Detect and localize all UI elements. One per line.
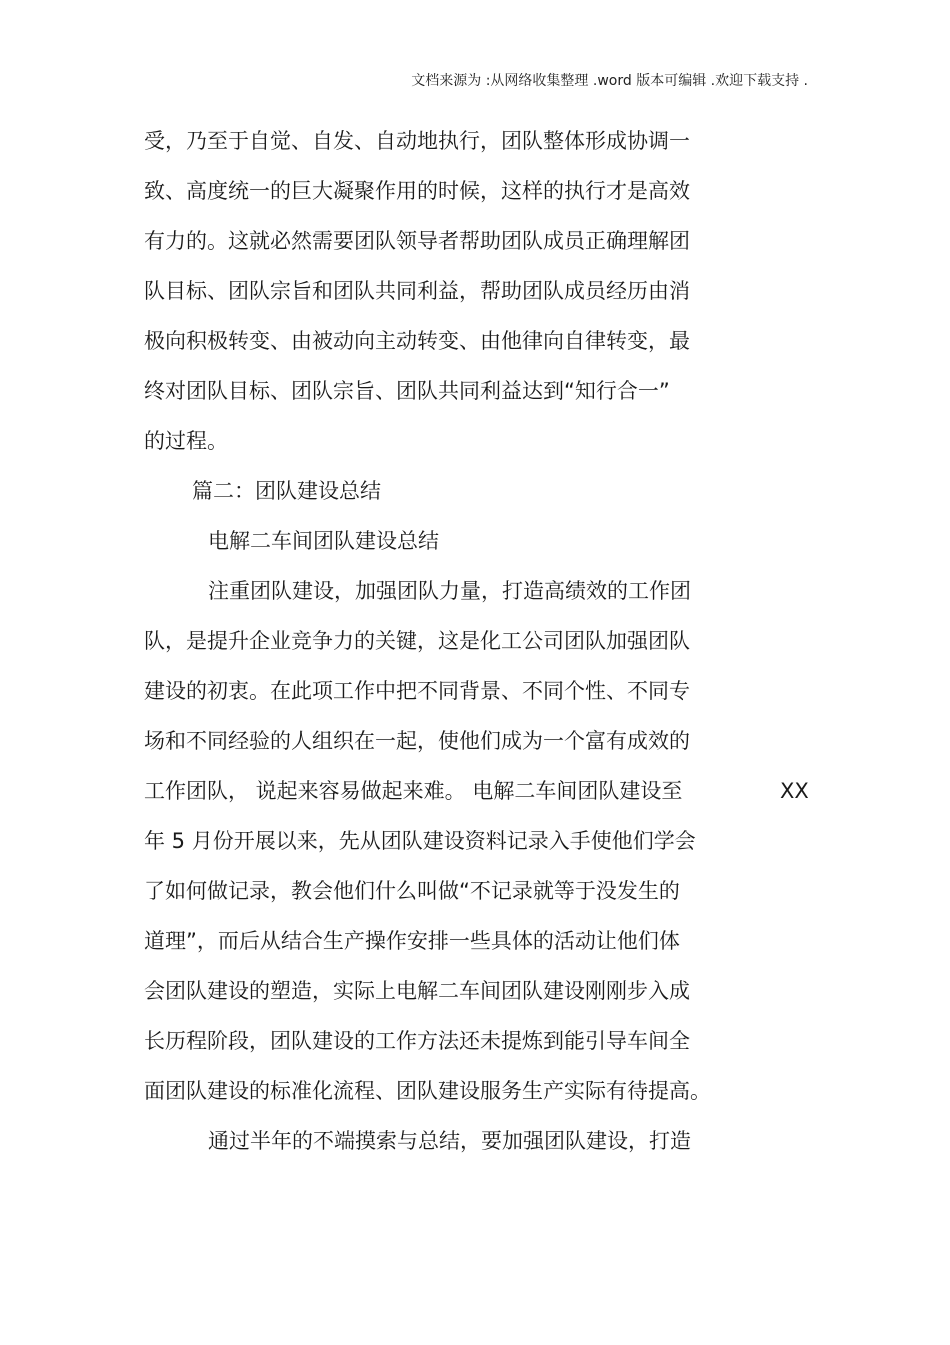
paragraph-line: 终对团队目标、团队宗旨、团队共同利益达到“知行合一” xyxy=(144,379,670,403)
paragraph-line: 队，是提升企业竞争力的关键，这是化工公司团队加强团队 xyxy=(144,629,690,653)
document-title: 电解二车间团队建设总结 xyxy=(208,529,439,553)
source-note: 文档来源为 :从网络收集整理 .word 版本可编辑 .欢迎下载支持 . xyxy=(411,73,808,89)
paragraph-line: 注重团队建设，加强团队力量，打造高绩效的工作团 xyxy=(208,579,691,603)
paragraph-line: 面团队建设的标准化流程、团队建设服务生产实际有待提高。 xyxy=(144,1079,711,1103)
paragraph-line: 场和不同经验的人组织在一起，使他们成为一个富有成效的 xyxy=(144,729,690,753)
paragraph-line: 了如何做记录，教会他们什么叫做“不记录就等于没发生的 xyxy=(144,879,680,903)
paragraph-line: 致、高度统一的巨大凝聚作用的时候，这样的执行才是高效 xyxy=(144,179,690,203)
paragraph-line: 工作团队， 说起来容易做起来难。 电解二车间团队建设至 xyxy=(144,779,683,803)
paragraph-line: 极向积极转变、由被动向主动转变、由他律向自律转变，最 xyxy=(144,329,690,353)
paragraph-line: 道理”，而后从结合生产操作安排一些具体的活动让他们体 xyxy=(144,929,680,953)
paragraph-line: 长历程阶段，团队建设的工作方法还未提炼到能引导车间全 xyxy=(144,1029,690,1053)
year-placeholder: XX xyxy=(780,779,809,803)
paragraph-line: 通过半年的不端摸索与总结，要加强团队建设，打造 xyxy=(208,1129,691,1153)
paragraph-line: 会团队建设的塑造，实际上电解二车间团队建设刚刚步入成 xyxy=(144,979,690,1003)
paragraph-line: 有力的。这就必然需要团队领导者帮助团队成员正确理解团 xyxy=(144,229,690,253)
section-heading: 篇二：团队建设总结 xyxy=(192,479,381,503)
paragraph-line: 受，乃至于自觉、自发、自动地执行，团队整体形成协调一 xyxy=(144,129,690,153)
paragraph-line: 建设的初衷。在此项工作中把不同背景、不同个性、不同专 xyxy=(144,679,690,703)
paragraph-line: 年 5 月份开展以来，先从团队建设资料记录入手使他们学会 xyxy=(144,829,696,853)
paragraph-line: 队目标、团队宗旨和团队共同利益，帮助团队成员经历由消 xyxy=(144,279,690,303)
paragraph-line: 的过程。 xyxy=(144,429,228,453)
